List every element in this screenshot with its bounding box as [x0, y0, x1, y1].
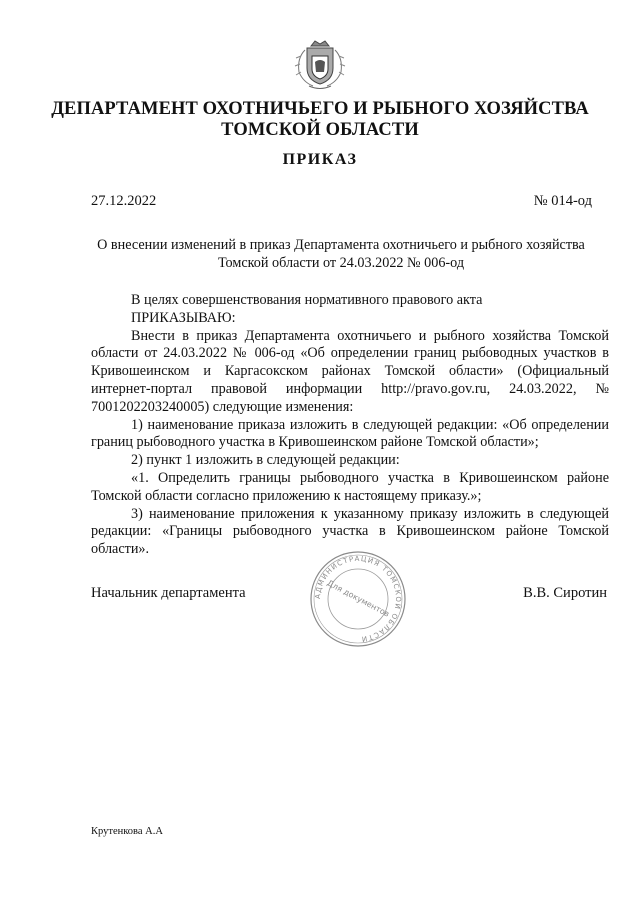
organization-name-line1: ДЕПАРТАМЕНТ ОХОТНИЧЬЕГО И РЫБНОГО ХОЗЯЙСТВА	[51, 99, 589, 119]
document-body	[91, 292, 609, 559]
official-stamp	[308, 549, 408, 649]
order-keyword: ПРИКАЗЫВАЮ:	[131, 309, 236, 326]
document-date: 27.12.2022	[91, 193, 157, 209]
document-subject	[91, 236, 591, 272]
executor-name: Крутенкова А.А	[91, 826, 163, 837]
signatory-position: Начальник департамента	[91, 585, 246, 601]
document-number: № 014-од	[533, 193, 592, 209]
signatory-name: В.В. Сиротин	[523, 585, 607, 601]
item-2-text-paragraph: «1. Определить границы рыбоводного участка в Кривошеинском районе Томской области согласно приложению к настоящему приказу.»;	[91, 469, 609, 504]
document-type-title: ПРИКАЗ	[282, 151, 358, 168]
item-1-paragraph: 1) наименование приказа изложить в следующей редакции: «Об определении границ рыбоводного участка в Кривошеинском районе Томской области»;	[91, 416, 609, 451]
coat-of-arms-icon	[293, 38, 347, 90]
main-paragraph: Внести в приказ Департамента охотничьего и рыбного хозяйства Томской области от 24.03.2022 № 006-од «Об определении границ рыбоводных участков в Кривошеинском и Каргасокском районах Томской области» (Официальный интернет-портал правовой информации http://pravo.gov.ru, 24.03.2022, № 7001202203240005) следующие изменения:	[91, 327, 609, 415]
stamp-center-text: Для документов	[325, 578, 391, 619]
item-2-paragraph: 2) пункт 1 изложить в следующей редакции:	[131, 452, 400, 469]
stamp-outer-text: АДМИНИСТРАЦИЯ ТОМСКОЙ ОБЛАСТИ	[313, 554, 403, 643]
organization-name-line2: ТОМСКОЙ ОБЛАСТИ	[221, 120, 419, 140]
subject-line1: О внесении изменений в приказ Департамента охотничьего и рыбного хозяйства	[97, 237, 585, 253]
item-3-paragraph: 3) наименование приложения к указанному приказу изложить в следующей редакции: «Границы рыбоводного участка в Кривошеинском районе Томской области».	[91, 505, 609, 558]
subject-line2: Томской области от 24.03.2022 № 006-од	[217, 255, 465, 271]
preamble-paragraph: В целях совершенствования нормативного правового акта	[131, 292, 483, 308]
